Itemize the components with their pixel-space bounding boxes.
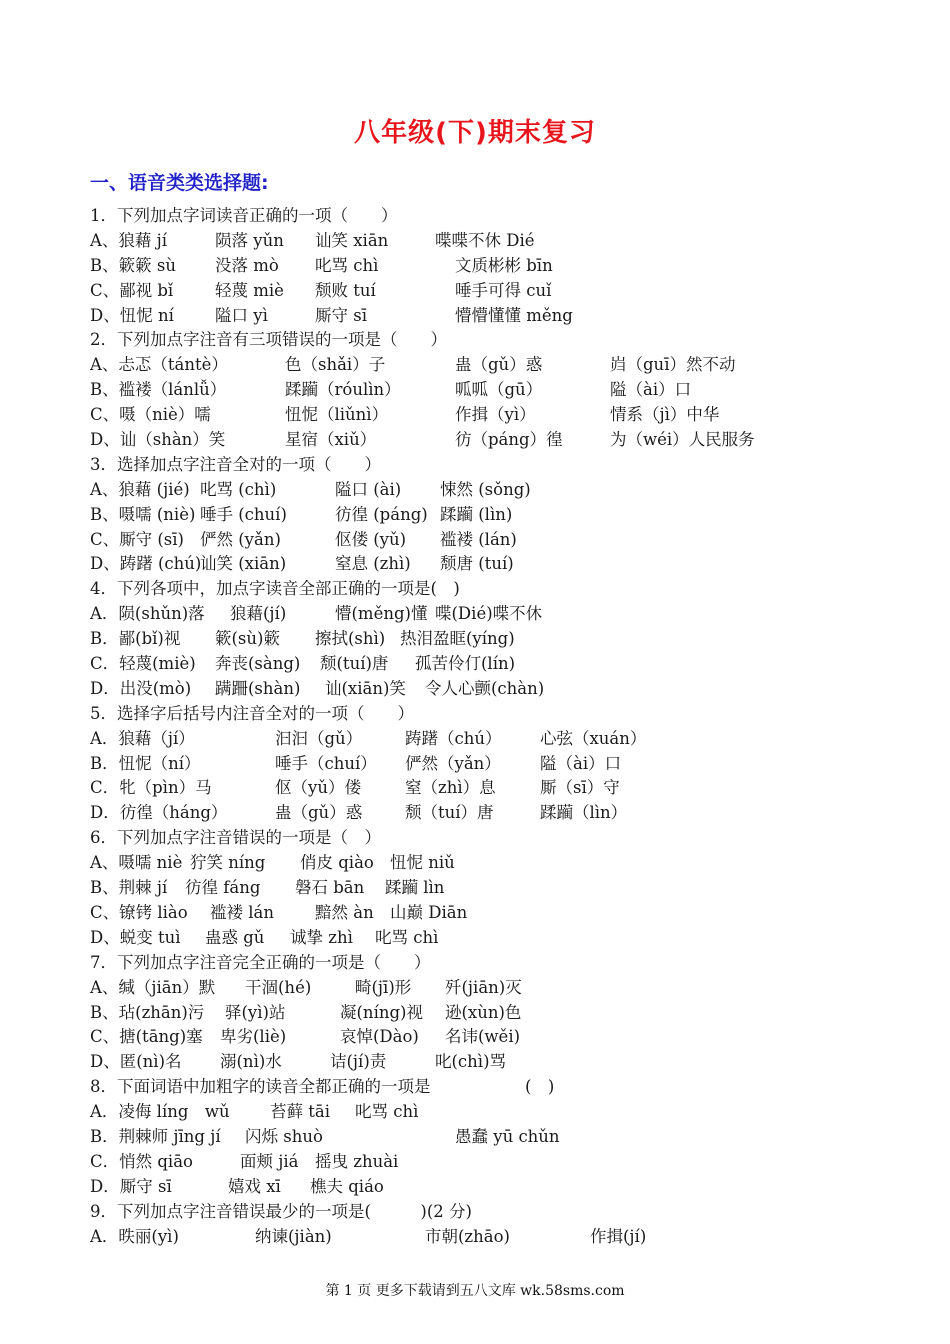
line-text: A、狼藉 jí	[90, 230, 168, 250]
line-text: A．狼藉（jí）	[90, 728, 195, 748]
line-text: 6．下列加点字注音错误的一项是（ ）	[90, 828, 381, 848]
option-item: 叱骂 chì	[355, 1102, 419, 1122]
question-line	[90, 229, 910, 254]
line-text: D．厮守 sī	[90, 1176, 172, 1196]
line-text: C、嗫（niè）嚅	[90, 405, 211, 425]
line-text: C、厮守 (sī)	[90, 529, 184, 549]
line-text: C、镣铐 liào	[90, 902, 188, 922]
option-item: 情系（jì）中华	[610, 405, 720, 425]
option-item: 忸怩 niǔ	[390, 853, 455, 873]
option-item: 山巅 Diān	[390, 902, 468, 922]
option-item: ( )	[525, 1077, 555, 1097]
line-text: B、荆棘 jí	[90, 878, 168, 898]
option-item: 伛偻 (yǔ)	[335, 529, 407, 549]
option-item: 闪烁 shuò	[245, 1126, 323, 1146]
question-line	[90, 926, 910, 951]
option-item: 叱骂 chì	[375, 927, 439, 947]
option-item: 凝(níng)视	[340, 1002, 423, 1022]
question-line	[90, 702, 910, 727]
line-text: A．凌侮 líng wǔ	[90, 1102, 230, 1122]
option-item: 逊(xùn)色	[445, 1002, 522, 1022]
option-item: 为（wéi）人民服务	[610, 430, 755, 450]
question-line	[90, 528, 910, 553]
option-item: 讪(xiān)笑	[325, 678, 406, 698]
option-item: 彷徨 fáng	[185, 878, 261, 898]
question-line	[90, 1001, 910, 1026]
question-line	[90, 1225, 910, 1250]
option-item: 悚然 (sǒng)	[440, 479, 531, 499]
question-line	[90, 328, 910, 353]
option-item: 嬉戏 xī	[228, 1176, 281, 1196]
option-item: 俏皮 qiào	[300, 853, 374, 873]
option-item: 颓唐 (tuí)	[440, 554, 514, 574]
question-line	[90, 353, 910, 378]
option-item: 名讳(wěi)	[445, 1027, 521, 1047]
option-item: 歼(jiān)灭	[445, 977, 522, 997]
option-item: 黯然 àn	[315, 902, 374, 922]
option-item: 狼藉(jí)	[230, 604, 287, 624]
question-line	[90, 1150, 910, 1175]
question-line	[90, 378, 910, 403]
question-line	[90, 677, 910, 702]
question-line	[90, 552, 910, 577]
question-line	[90, 503, 910, 528]
option-item: 唾手可得 cuǐ	[455, 280, 552, 300]
question-line	[90, 752, 910, 777]
line-text: A．陨(shǔn)落	[90, 604, 205, 624]
option-item: 忸怩（liǔnì）	[285, 405, 389, 425]
option-item: 叱骂 (chì)	[200, 479, 277, 499]
option-item: 纳谏(jiàn)	[255, 1226, 332, 1246]
line-text: B．鄙(bǐ)视	[90, 629, 181, 649]
option-item: 干涸(hé)	[245, 977, 312, 997]
option-item: 隘口 yì	[215, 305, 268, 325]
option-item: 懵(měng)懂	[335, 604, 428, 624]
line-text: 5．选择字后括号内注音全对的一项（ ）	[90, 703, 414, 723]
option-item: 奔丧(sàng)	[215, 654, 301, 674]
option-item: 擦拭(shì)	[315, 629, 386, 649]
option-item: 簌(sù)簌	[215, 629, 280, 649]
option-item: 颓(tuí)唐	[320, 654, 389, 674]
option-item: 诘(jí)责	[330, 1052, 387, 1072]
option-item: 讪笑 xiān	[315, 230, 389, 250]
option-item: 彷（páng）徨	[455, 430, 563, 450]
option-item: 驿(yì)站	[225, 1002, 286, 1022]
option-item: 面颊 jiá	[240, 1151, 299, 1171]
question-line	[90, 901, 910, 926]
option-item: 褴褛 lán	[210, 902, 274, 922]
option-item: 厮（sī）守	[540, 778, 620, 798]
option-item: 蛊（gǔ）惑	[455, 355, 543, 375]
question-line	[90, 279, 910, 304]
option-item: 叱骂 chì	[315, 255, 379, 275]
line-text: C．悄然 qiāo	[90, 1151, 193, 1171]
question-line	[90, 254, 910, 279]
line-text: B．忸怩（ní）	[90, 753, 201, 773]
page-footer: 第 1 页 更多下载请到五八文库 wk.58sms.com	[325, 1283, 625, 1299]
question-line	[90, 1075, 910, 1100]
line-text: C．牝（pìn）马	[90, 778, 212, 798]
question-line	[90, 876, 910, 901]
option-item: 汩汩（gǔ）	[275, 728, 363, 748]
option-item: 樵夫 qiáo	[310, 1176, 384, 1196]
option-item: 隘（ài）口	[540, 753, 622, 773]
line-text: D、蜕变 tuì	[90, 927, 181, 947]
question-line	[90, 304, 910, 329]
line-text: 2．下列加点字注音有三项错误的一项是（ ）	[90, 330, 447, 350]
option-item: 窒息 (zhì)	[335, 554, 411, 574]
line-text: B．荆棘师 jīng jí	[90, 1126, 221, 1146]
question-line	[90, 453, 910, 478]
line-text: D、匿(nì)名	[90, 1052, 182, 1072]
option-item: 苔藓 tāi	[270, 1102, 330, 1122]
option-item: 俨然 (yǎn)	[200, 529, 281, 549]
option-item: 厮守 sī	[315, 305, 367, 325]
option-item: 唾手（chuí）	[275, 753, 377, 773]
option-item: 孤苦伶仃(lín)	[415, 654, 516, 674]
option-item: 彷徨 (páng)	[335, 504, 428, 524]
option-item: 岿（guī）然不动	[610, 355, 736, 375]
option-item: 俨然（yǎn）	[405, 753, 501, 773]
option-item: 愚蠢 yū chǔn	[455, 1126, 560, 1146]
option-item: 市朝(zhāo)	[425, 1226, 510, 1246]
option-item: 作揖（yì）	[455, 405, 536, 425]
option-item: 喋(Dié)喋不休	[435, 604, 543, 624]
line-text: 1．下列加点字词读音正确的一项（ ）	[90, 206, 398, 225]
line-text: A、嗫嚅 niè	[90, 853, 183, 873]
question-line	[90, 1200, 910, 1225]
option-item: 颓败 tuí	[315, 280, 376, 300]
question-line	[90, 976, 910, 1001]
line-text: D．彷徨（háng）	[90, 803, 228, 823]
option-item: 蹂躏（lìn）	[540, 803, 628, 823]
question-line	[90, 403, 910, 428]
option-item: 蛊（gǔ）惑	[275, 803, 363, 823]
line-text: D．出没(mò)	[90, 678, 192, 698]
option-item: 狞笑 níng	[190, 853, 266, 873]
option-item: 文质彬彬 bīn	[455, 255, 553, 275]
question-line	[90, 428, 910, 453]
question-line	[90, 727, 910, 752]
option-item: 心弦（xuán）	[540, 728, 647, 748]
line-text: C、鄙视 bǐ	[90, 280, 174, 300]
option-item: 色（shǎi）子	[285, 355, 386, 375]
option-item: 褴褛 (lán)	[440, 529, 517, 549]
option-item: 蹂躏 lìn	[385, 878, 445, 898]
question-line	[90, 478, 910, 503]
option-item: 哀悼(Dào)	[340, 1027, 419, 1047]
line-text: C．轻蔑(miè)	[90, 654, 196, 674]
line-text: B、褴褛（lánlǚ）	[90, 380, 227, 400]
option-item: 令人心颤(chàn)	[425, 678, 545, 698]
line-text: A、狼藉 (jié)	[90, 479, 190, 499]
option-item: 卑劣(liè)	[220, 1027, 287, 1047]
line-text: B、簌簌 sù	[90, 255, 176, 275]
option-item: 轻蔑 miè	[215, 280, 284, 300]
option-item: 踌躇（chú）	[405, 728, 502, 748]
question-line	[90, 951, 910, 976]
line-text: C、搪(tāng)塞	[90, 1027, 203, 1047]
question-line	[90, 1175, 910, 1200]
page-title: 八年级(下)期末复习	[354, 118, 596, 148]
question-line	[90, 1050, 910, 1075]
question-line	[90, 1025, 910, 1050]
option-item: 没落 mò	[215, 255, 279, 275]
line-text: B、嗫嚅 (niè)	[90, 504, 196, 524]
question-line	[90, 1125, 910, 1150]
question-line	[90, 776, 910, 801]
question-line	[90, 577, 910, 602]
line-text: A、忐忑（tántè）	[90, 355, 228, 375]
option-item: 陨落 yǔn	[215, 230, 284, 250]
question-line	[90, 851, 910, 876]
question-line	[90, 826, 910, 851]
option-item: 颓（tuí）唐	[405, 803, 494, 823]
question-line	[90, 602, 910, 627]
line-text: 9．下列加点字注音错误最少的一项是( )(2 分)	[90, 1201, 472, 1221]
option-item: 诚挚 zhì	[290, 927, 353, 947]
option-item: 懵懵懂懂 měng	[455, 305, 573, 325]
question-line	[90, 801, 910, 826]
option-item: 叱(chì)骂	[435, 1052, 507, 1072]
line-text: B、玷(zhān)污	[90, 1002, 205, 1022]
line-text: D、讪（shàn）笑	[90, 430, 226, 450]
option-item: 呱呱（gū）	[455, 380, 543, 400]
option-item: 蹒跚(shàn)	[215, 678, 301, 698]
section-heading: 一、语音类类选择题:	[90, 172, 269, 194]
option-item: 溺(nì)水	[220, 1052, 282, 1072]
question-line	[90, 204, 910, 229]
option-item: 讪笑 (xiān)	[200, 554, 287, 574]
question-line	[90, 652, 910, 677]
option-item: 隘（ài）口	[610, 380, 692, 400]
question-list	[90, 204, 910, 1249]
option-item: 热泪盈眶(yíng)	[400, 629, 515, 649]
option-item: 摇曳 zhuài	[315, 1151, 399, 1171]
option-item: 唾手 (chuí)	[200, 504, 287, 524]
option-item: 作揖(jí)	[590, 1226, 647, 1246]
option-item: 喋喋不休 Dié	[435, 230, 535, 250]
question-line	[90, 627, 910, 652]
line-text: 8．下面词语中加粗字的读音全都正确的一项是	[90, 1077, 431, 1097]
option-item: 伛（yǔ）偻	[275, 778, 361, 798]
line-text: 3．选择加点字注音全对的一项（ ）	[90, 454, 381, 474]
option-item: 蹂躏 (lìn)	[440, 504, 513, 524]
option-item: 窒（zhì）息	[405, 778, 496, 798]
option-item: 星宿（xiǔ）	[285, 430, 377, 450]
line-text: D、踌躇 (chú)	[90, 554, 202, 574]
option-item: 蛊惑 gǔ	[205, 927, 265, 947]
line-text: D、忸怩 ní	[90, 305, 174, 325]
option-item: 磐石 bān	[295, 878, 365, 898]
question-line	[90, 1100, 910, 1125]
option-item: 蹂躏（róulìn）	[285, 380, 401, 400]
line-text: A、缄（jiān）默	[90, 977, 216, 997]
line-text: A．昳丽(yì)	[90, 1226, 179, 1246]
line-text: 7．下列加点字注音完全正确的一项是（ ）	[90, 952, 431, 972]
option-item: 隘口 (ài)	[335, 479, 402, 499]
line-text: 4．下列各项中，加点字读音全部正确的一项是( )	[90, 579, 460, 599]
option-item: 畸(jī)形	[355, 977, 412, 997]
